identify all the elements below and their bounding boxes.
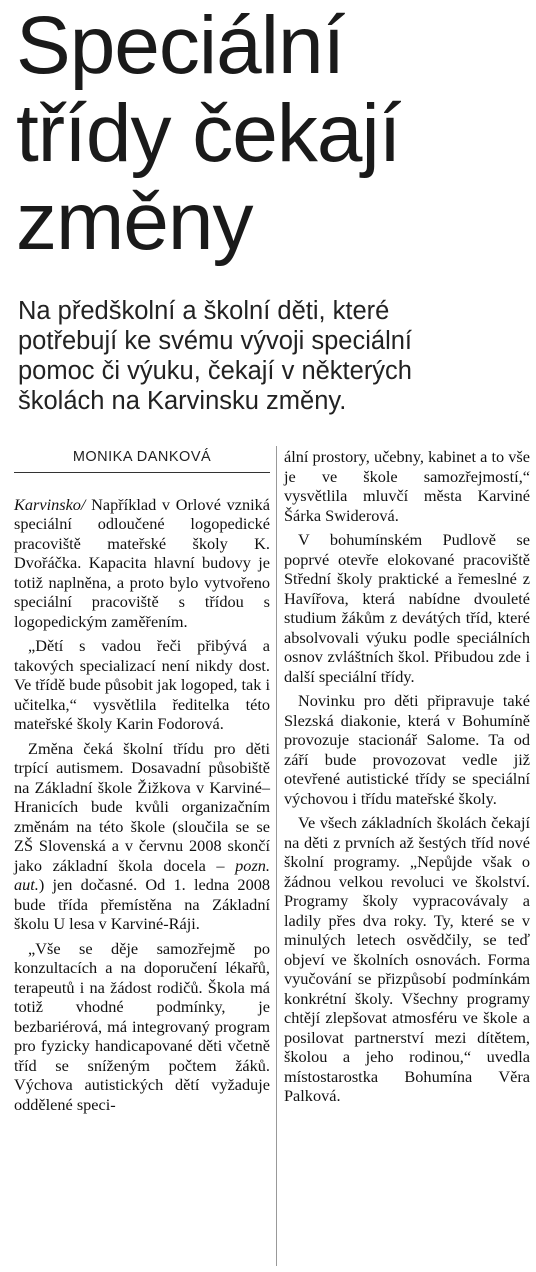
paragraph-text: ) jen dočasné. Od 1. ledna 2008 bude třída přemístěna na Základní školu U lesa v Karviné-Ráji. xyxy=(14,875,270,933)
column-divider xyxy=(276,446,277,1266)
paragraph xyxy=(14,636,270,734)
paragraph xyxy=(14,739,270,934)
dateline: Karvinsko/ xyxy=(14,494,86,514)
right-column xyxy=(284,447,530,1111)
paragraph xyxy=(284,813,530,1106)
author-note: pozn. aut. xyxy=(14,855,270,894)
byline-block xyxy=(14,446,270,473)
paragraph-text: „Dětí s vadou řeči přibývá a takových specializací není nikdy dost. Ve třídě bude působit jak logoped, tak i učitelka,“ vysvětlila ředitelka této mateřské školy Karin Fodorová. xyxy=(14,636,270,733)
paragraph-text: Například v Orlové vzniká speciální odloučené logopedické pracoviště mateřské školy K. Dvořáčka. Kapacita hlavní budovy je totiž naplněna, a proto bylo vytvořeno speciální pracoviště s třídou s logopedickým zaměřením. xyxy=(14,494,270,631)
headline-line-3: změny xyxy=(16,176,253,267)
perex-line-1: Na předškolní a školní děti, které xyxy=(18,297,390,325)
paragraph-text: Ve všech základních školách čekají na děti z prvních až šestých tříd nové školní programy. „Nepůjde však o žádnou velkou revoluci ve školství. Programy školy vypracovávaly a ladily přes dva roky. Ty, které se v minulých letech osvědčily, se teď objeví ve školních osnovách. Forma vyučování se přizpůsobí podmínkám konkrétní školy. Všechny programy chtějí zlepšovat atmosféru ve škole a posilovat partnerství mezi dítětem, školou a jeho rodinou,“ uvedla místostarostka Bohumína Věra Palková. xyxy=(284,813,530,1105)
perex-line-4: školách na Karvinsku změny. xyxy=(18,387,347,415)
headline-line-1: Speciální xyxy=(16,0,345,91)
paragraph xyxy=(14,495,270,632)
perex-line-3: pomoc či výuku, čekají v některých xyxy=(18,357,412,385)
perex-line-2: potřebují ke svému vývoji speciální xyxy=(18,327,413,355)
paragraph xyxy=(284,530,530,686)
paragraph-text: Změna čeká školní třídu pro děti trpící autismem. Dosavadní působiště na Základní škole Žižkova v Karviné–Hranicích bude kvůli organizačním změnám na této škole (sloučila se se ZŠ Slovenská a v červnu 2008 skončí jako základní škola docela – xyxy=(14,738,270,875)
byline: MONIKA DANKOVÁ xyxy=(72,449,212,465)
paragraph-text: ální prostory, učebny, kabinet a to vše je ve škole samozřejmostí,“ vysvětlila mluvčí města Karviné Šárka Swiderová. xyxy=(284,447,530,525)
paragraph xyxy=(284,447,530,525)
paragraph-text: V bohumínském Pudlově se poprvé otevře elokované pracoviště Střední školy praktické a řemeslné z Havířova, která nabídne dvouleté studium žákům z devátých tříd, které absolvovali výuku podle speciálních osnov zvláštních škol. Přibudou zde i další speciální třídy. xyxy=(284,530,530,686)
headline xyxy=(16,2,526,266)
paragraph-text: Novinku pro děti připravuje také Slezská diakonie, která v Bohumíně provozuje stacionář Salome. Ta od září bude provozovat vedle již otevřené autistické třídy se speciální výchovou i třídu mateřské školy. xyxy=(284,691,530,808)
perex xyxy=(18,296,528,416)
headline-line-2: třídy čekají xyxy=(16,88,401,179)
paragraph xyxy=(284,691,530,808)
left-column xyxy=(14,446,270,1119)
paragraph xyxy=(14,939,270,1115)
paragraph-text: „Vše se děje samozřejmě po konzultacích a na doporučení lékařů, terapeutů i na žádost rodičů. Škola má totiž vhodné podmínky, je bezbariérová, má integrovaný program pro fyzicky handicapované děti včetně tříd se sníženým počtem žáků. Výchova autistických dětí vyžaduje oddělené speci- xyxy=(14,938,270,1114)
